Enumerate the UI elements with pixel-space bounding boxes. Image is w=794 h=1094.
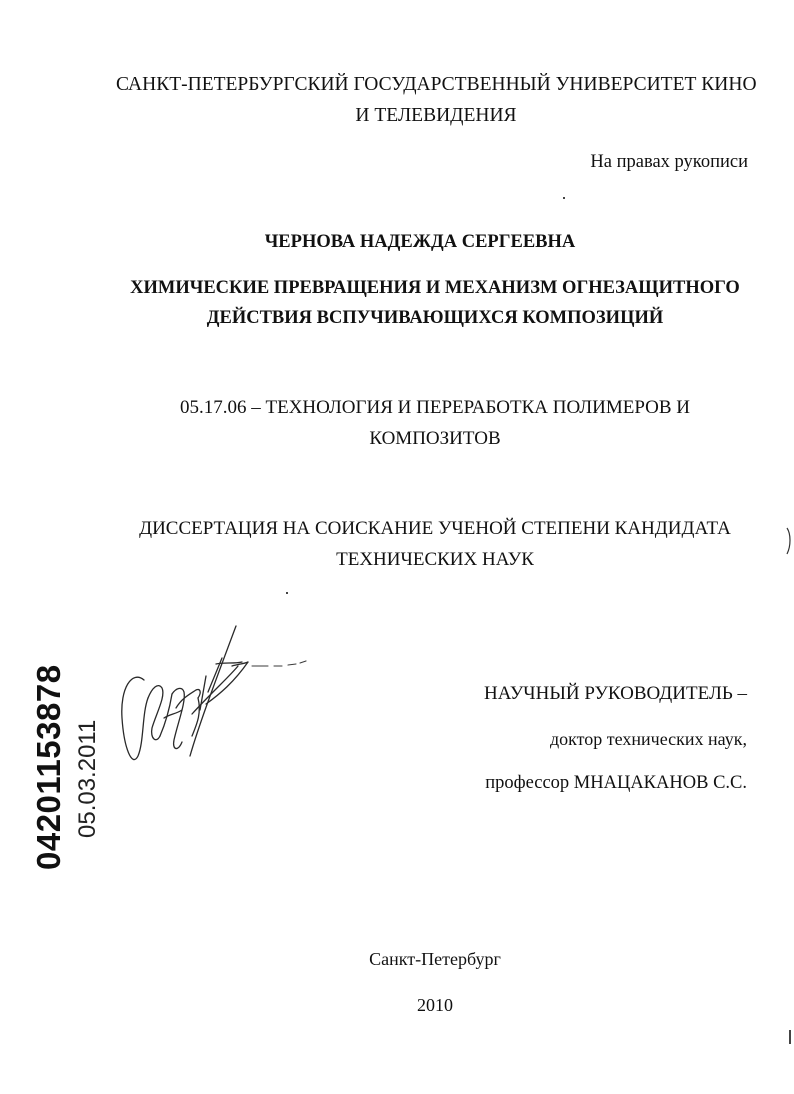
supervisor-degree: доктор технических наук, [550, 729, 747, 749]
scan-edge-mark [784, 526, 794, 556]
author-name: ЧЕРНОВА НАДЕЖДА СЕРГЕЕВНА [264, 232, 576, 252]
archive-stamp-date: 05.03.2011 [74, 719, 101, 838]
university-name-line-1: САНКТ-ПЕТЕРБУРГСКИЙ ГОСУДАРСТВЕННЫЙ УНИВЕРСИТЕТ КИНО [116, 74, 757, 95]
scan-speck [563, 197, 565, 199]
specialty-line-2: КОМПОЗИТОВ [369, 428, 501, 449]
city: Санкт-Петербург [369, 949, 501, 969]
degree-statement-line-1: ДИССЕРТАЦИЯ НА СОИСКАНИЕ УЧЕНОЙ СТЕПЕНИ КАНДИДАТА [139, 518, 731, 539]
scan-edge-mark [789, 1030, 791, 1044]
signature-image [112, 618, 312, 778]
archive-stamp-number: 04201153878 [30, 664, 67, 870]
manuscript-note: На правах рукописи [590, 152, 748, 172]
specialty-line-1: 05.17.06 – ТЕХНОЛОГИЯ И ПЕРЕРАБОТКА ПОЛИМЕРОВ И [179, 397, 690, 418]
supervisor-name: профессор МНАЦАКАНОВ С.С. [485, 773, 747, 793]
dissertation-title-line-2: ДЕЙСТВИЯ ВСПУЧИВАЮЩИХСЯ КОМПОЗИЦИЙ [206, 308, 664, 328]
supervisor-label: НАУЧНЫЙ РУКОВОДИТЕЛЬ – [484, 683, 747, 704]
degree-statement-line-2: ТЕХНИЧЕСКИХ НАУК [336, 549, 534, 570]
university-name-line-2: И ТЕЛЕВИДЕНИЯ [355, 105, 517, 126]
scan-speck [286, 592, 288, 594]
year: 2010 [417, 995, 453, 1015]
dissertation-title-line-1: ХИМИЧЕСКИЕ ПРЕВРАЩЕНИЯ И МЕХАНИЗМ ОГНЕЗАЩИТНОГО [130, 278, 740, 298]
